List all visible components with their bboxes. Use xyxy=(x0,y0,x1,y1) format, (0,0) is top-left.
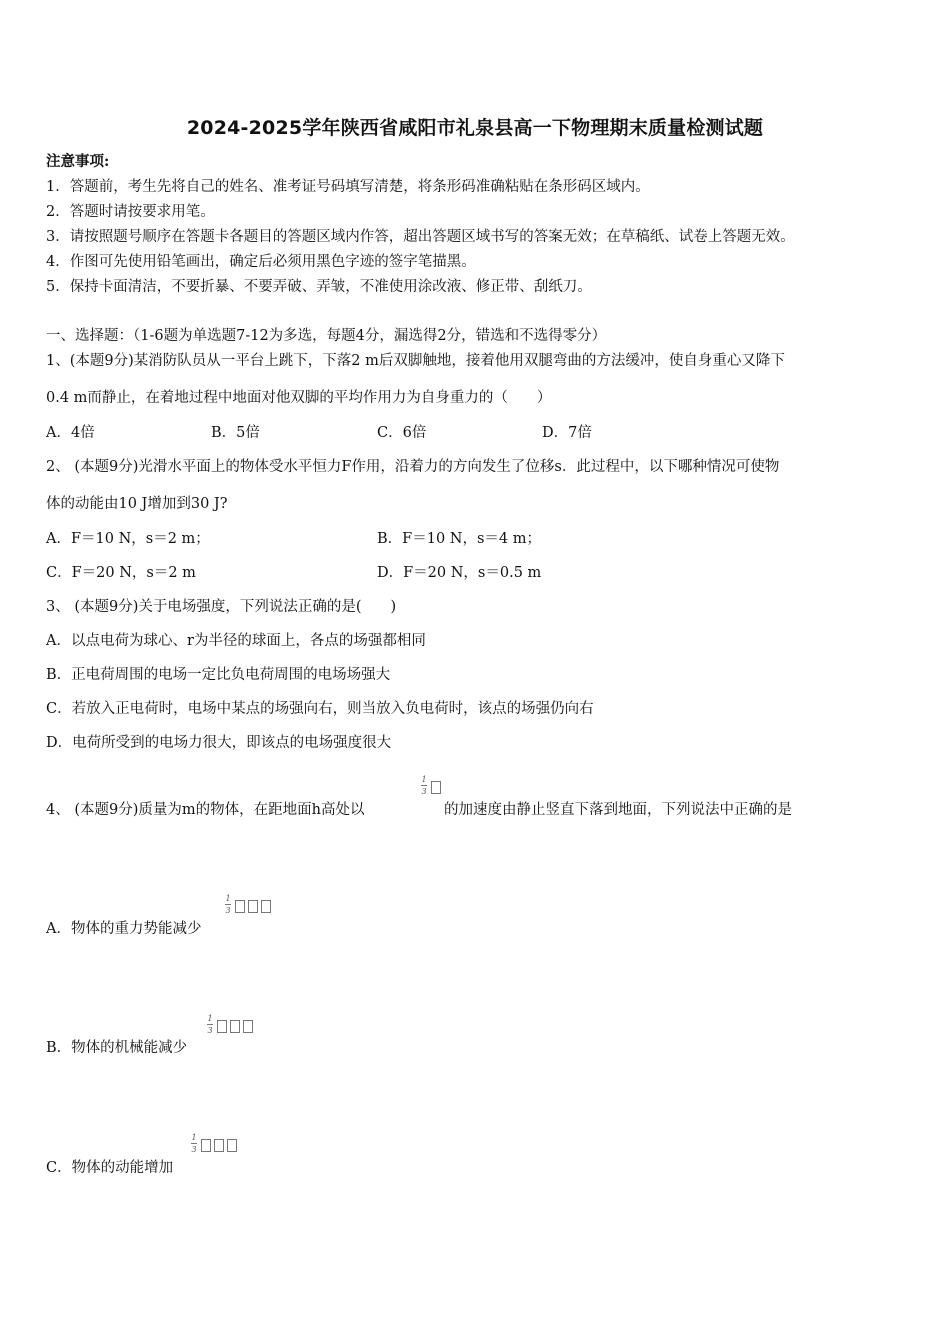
missing-glyph-icon xyxy=(214,1139,224,1152)
missing-glyph-icon xyxy=(217,1020,227,1033)
page-title: 2024-2025学年陕西省咸阳市礼泉县高一下物理期末质量检测试题 xyxy=(186,117,764,139)
notice-item: 1．答题前，考生先将自己的姓名、准考证号码填写清楚，将条形码准确粘贴在条形码区域内。 xyxy=(46,179,650,195)
q2-option-c: C．F＝20 N，s＝2 m xyxy=(46,565,196,581)
q2-option-b: B．F＝10 N，s＝4 m； xyxy=(377,531,541,547)
question-2-line2: 体的动能由10 J增加到30 J? xyxy=(46,496,228,512)
question-1-line1: 1、(本题9分)某消防队员从一平台上跳下，下落2 m后双脚触地，接着他用双腿弯曲的方法缓冲，使自身重心又降下 xyxy=(46,353,785,369)
q1-option-c: C．6倍 xyxy=(377,425,427,441)
q2-option-a: A．F＝10 N，s＝2 m； xyxy=(46,531,210,547)
question-3: 3、 (本题9分)关于电场强度，下列说法正确的是( ) xyxy=(46,599,397,615)
q4-option-b: B．物体的机械能减少 xyxy=(46,1040,188,1056)
missing-glyph-icon xyxy=(261,900,271,913)
q1-option-d: D．7倍 xyxy=(542,425,592,441)
notice-item: 4．作图可先使用铅笔画出，确定后必须用黑色字迹的签字笔描黑。 xyxy=(46,254,476,270)
q3-option-a: A．以点电荷为球心、r为半径的球面上，各点的场强都相同 xyxy=(46,633,426,649)
question-4-part1: 4、 (本题9分)质量为m的物体，在距地面h高处以 xyxy=(46,802,365,818)
missing-glyph-icon xyxy=(431,781,441,794)
q4-option-c: C．物体的动能增加 xyxy=(46,1160,174,1176)
section-heading: 一、选择题：（1-6题为单选题7-12为多选，每题4分，漏选得2分，错选和不选得零分） xyxy=(46,328,607,344)
question-2-line1: 2、 (本题9分)光滑水平面上的物体受水平恒力F作用，沿着力的方向发生了位移s．此过程中，以下哪种情况可使物 xyxy=(46,459,780,475)
fraction-one-third: 1 3 xyxy=(191,1133,197,1154)
notice-heading: 注意事项: xyxy=(46,153,110,170)
missing-glyph-icon xyxy=(201,1139,211,1152)
q1-option-b: B．5倍 xyxy=(211,425,260,441)
missing-glyph-icon xyxy=(248,900,258,913)
notice-item: 5．保持卡面清洁，不要折暴、不要弄破、弄皱，不准使用涂改液、修正带、刮纸刀。 xyxy=(46,279,592,295)
fraction-one-third: 1 3 xyxy=(225,894,231,915)
q2-option-d: D．F＝20 N，s＝0.5 m xyxy=(377,565,542,581)
fraction-one-third: 1 3 xyxy=(207,1014,213,1035)
fraction-one-third: 1 3 xyxy=(421,775,427,796)
q3-option-d: D．电荷所受到的电场力很大，即该点的电场强度很大 xyxy=(46,735,392,751)
q3-option-b: B．正电荷周围的电场一定比负电荷周围的电场场强大 xyxy=(46,667,391,683)
q4-option-a: A．物体的重力势能减少 xyxy=(46,921,202,937)
notice-item: 2．答题时请按要求用笔。 xyxy=(46,204,215,220)
missing-glyph-icon xyxy=(243,1020,253,1033)
missing-glyph-icon xyxy=(227,1139,237,1152)
question-4-part2: 的加速度由静止竖直下落到地面，下列说法中正确的是 xyxy=(444,802,792,818)
q3-option-c: C．若放入正电荷时，电场中某点的场强向右，则当放入负电荷时，该点的场强仍向右 xyxy=(46,701,594,717)
notice-item: 3．请按照题号顺序在答题卡各题目的答题区域内作答，超出答题区域书写的答案无效；在草稿纸、试卷上答题无效。 xyxy=(46,229,795,245)
missing-glyph-icon xyxy=(235,900,245,913)
missing-glyph-icon xyxy=(230,1020,240,1033)
q1-option-a: A．4倍 xyxy=(46,425,95,441)
question-1-line2: 0.4 m而静止，在着地过程中地面对他双脚的平均作用力为自身重力的（ ） xyxy=(46,390,552,406)
